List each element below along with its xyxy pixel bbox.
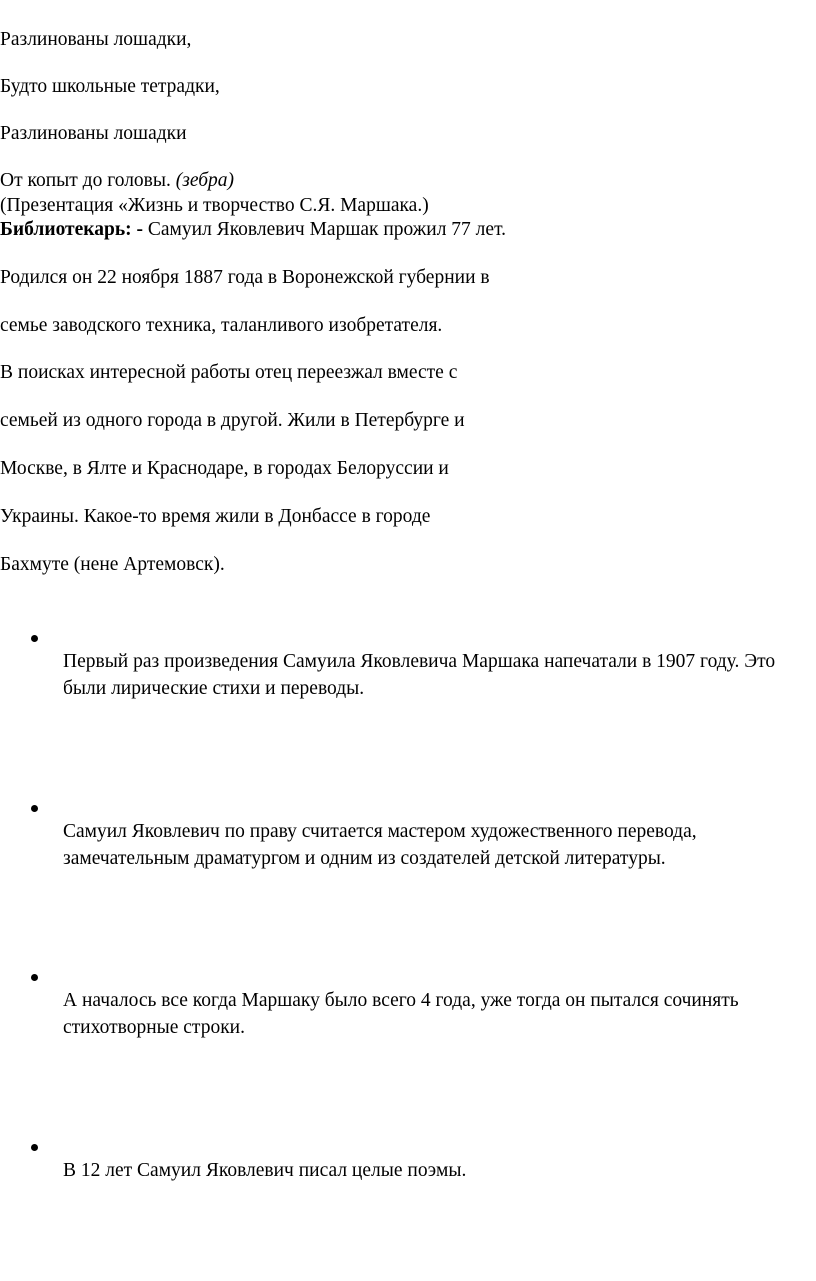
bio-line-5: Москве, в Ялте и Краснодаре, в городах Белоруссии и [0,458,449,479]
bio-line-7: Бахмуте (нене Артемовск). [0,554,225,575]
bio-line-3: В поисках интересной работы отец переезжал вместе с [0,362,458,383]
poem-line-2: Будто школьные тетрадки, [0,76,220,97]
riddle-answer: (зебра) [175,170,235,191]
bio-line-1: Родился он 22 ноября 1887 года в Воронежской губернии в [0,267,490,288]
poem-line-3: Разлинованы лошадки [0,123,187,144]
list-item-text: Самуил Яковлевич по праву считается мастером художественного перевода, замечательным драматургом и одним из создателей детской литературы. [63,821,697,869]
list-item-text: Первый раз произведения Самуила Яковлевича Маршака напечатали в 1907 году. Это были лирические стихи и переводы. [63,651,776,699]
speaker-line [0,218,506,242]
list-item-text: В 12 лет Самуил Яковлевич писал целые поэмы. [63,1160,467,1181]
poem-line-1: Разлинованы лошадки, [0,29,192,50]
bio-line-4: семьей из одного города в другой. Жили в Петербурге и [0,410,465,431]
poem-line-4-text: От копыт до головы. [0,170,176,191]
bio-line-2: семье заводского техника, таланливого изобретателя. [0,315,443,336]
speaker-label: Библиотекарь: - [0,219,144,240]
speaker-text: Самуил Яковлевич Маршак прожил 77 лет. [143,219,507,240]
presentation-note: (Презентация «Жизнь и творчество С.Я. Маршака.) [0,195,429,216]
bullet-dot-icon [31,805,38,812]
bullet-dot-icon [31,974,38,981]
poem-line-4 [0,169,234,193]
bullet-dot-icon [31,635,38,642]
bullet-dot-icon [31,1144,38,1151]
list-item-text: А началось все когда Маршаку было всего 4 года, уже тогда он пытался сочинять стихотворные строки. [63,990,739,1038]
bio-line-6: Украины. Какое-то время жили в Донбассе в городе [0,506,431,527]
